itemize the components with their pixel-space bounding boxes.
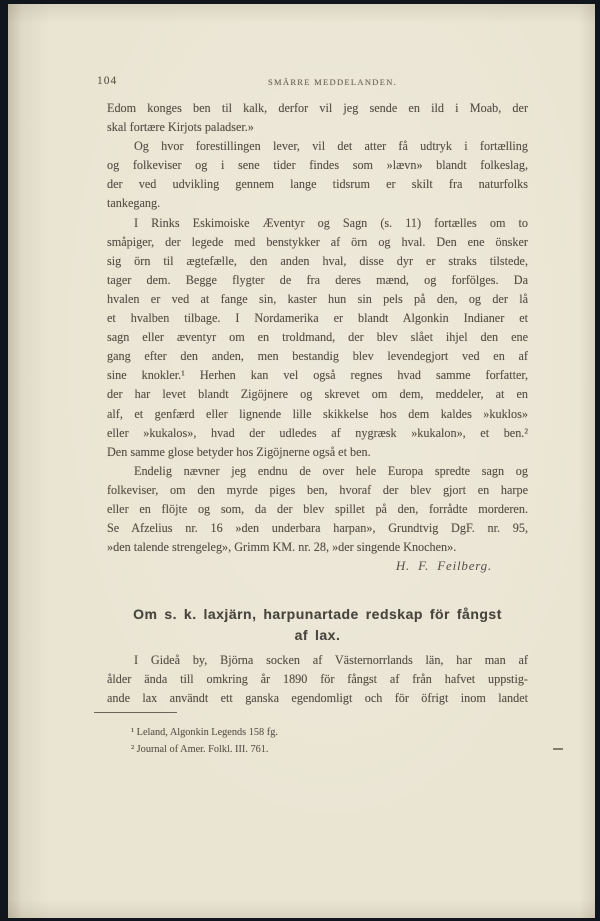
text-line: gang efter den anden, men bestandig blev levendegjort ved en af [107, 349, 528, 364]
text-line: Og hvor forestillingen lever, vil det atter få udtryk i fortælling [134, 139, 528, 154]
text-line: et hvalben tilbage. I Nordamerika er blandt Algonkin Indianer et [107, 311, 528, 326]
section-title-line-2: af lax. [294, 627, 341, 643]
running-header: SMÄRRE MEDDELANDEN. [268, 77, 398, 87]
text-line: Endelig nævner jeg endnu de over hele Europa spredte sagn og [134, 463, 528, 478]
footnote-item: ² Journal of Amer. Folkl. III. 761. [131, 744, 269, 755]
text-line: ålder ända till omkring år 1890 för fångst af från hafvet uppstig- [107, 671, 528, 686]
text-line: »den talende strengeleg», Grimm KM. nr. 28, »der singende Knochen». [107, 540, 457, 555]
article-end-body [107, 99, 528, 557]
text-line: småpiger, der legede med benstykker af örn og hval. Den ene önsker [107, 234, 528, 249]
text-line: I Gideå by, Björna socken af Västernorrlands län, har man af [134, 653, 528, 667]
text-line: der har levet blandt Zigöjnere og skrevet om dem, meddeler, at en [107, 387, 528, 402]
text-line: hvalen er ved at fange sin, kaster hun sin pels på den, og der lå [107, 291, 528, 306]
text-line: sagn eller æventyr om en troldmand, der blev slået ihjel den ene [107, 330, 528, 345]
text-line: Den samme glose betyder hos Zigöjnerne også et ben. [107, 444, 371, 459]
text-line: og folkeviser og i sene tider findes som »lævn» blandt folkeslag, [107, 158, 528, 173]
page-number: 104 [97, 75, 118, 87]
section-title-line-1: Om s. k. laxjärn, harpunartade redskap för fångst [133, 606, 502, 622]
text-line: Edom konges ben til kalk, derfor vil jeg sende en ild i Moab, der [107, 101, 528, 115]
footnote-separator-rule [94, 712, 177, 713]
text-line: Se Afzelius nr. 16 »den underbara harpan», Grundtvig DgF. nr. 95, [107, 521, 528, 536]
text-line: sine knokler.¹ Herhen kan vel også regnes hvad samme forfatter, [107, 368, 528, 383]
text-line: I Rinks Eskimoiske Æventyr og Sagn (s. 11) fortælles om to [134, 215, 528, 230]
text-line: tankegang. [107, 196, 161, 211]
text-line: folkeviser, om den myrde piges ben, hvoraf der blev gjort en harpe [107, 482, 528, 497]
text-line: tager dem. Begge flygter de fra deres mænd, og forfölges. Da [107, 272, 528, 287]
text-line: ande lax användt ett ganska egendomligt och för öfrigt inom landet [107, 690, 528, 705]
author-signature: H. F. Feilberg. [395, 558, 492, 573]
text-line: eller »kukalos», hvad der udledes af nygræsk »kukalon», et ben.² [107, 425, 528, 440]
scan-artifact-mark [553, 748, 563, 750]
section-title [107, 604, 528, 646]
footnotes [131, 724, 278, 758]
text-line: skal fortære Kirjots paladser.» [107, 120, 254, 135]
text-line: eller en flöjte og som, da der blev spillet på den, forrådte morderen. [107, 501, 528, 516]
footnote-item: ¹ Leland, Algonkin Legends 158 fg. [131, 727, 278, 738]
text-line: sig örn til ægtefælle, den anden hval, disse dyr er straks tilstede, [107, 253, 528, 268]
article-new-body [107, 651, 528, 707]
text-line: alf, et genfærd eller lignende lille skikkelse hos dem kaldes »kuklos» [107, 406, 528, 421]
text-line: der ved udvikling gennem lange tidsrum er skilt fra naturfolks [107, 177, 528, 192]
